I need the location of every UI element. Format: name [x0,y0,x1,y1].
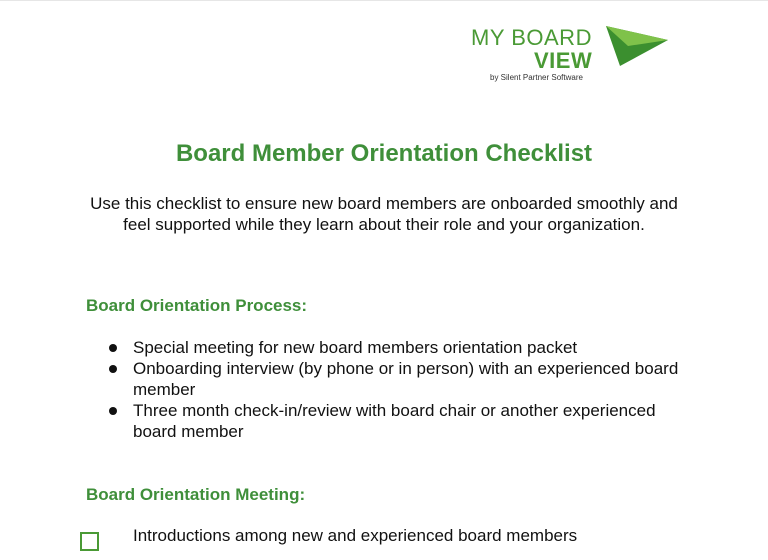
section-heading-process: Board Orientation Process: [86,296,308,315]
page-top-border [0,0,768,1]
list-item-text: Onboarding interview (by phone or in person) with an experienced board member [133,359,679,399]
checklist-item-label: Introductions among new and experienced board members [133,526,578,545]
my-board-view-logo [466,22,676,84]
list-item [105,400,695,442]
section-heading-meeting: Board Orientation Meeting: [86,485,306,504]
list-item [105,337,695,358]
document-title: Board Member Orientation Checklist [175,140,593,167]
list-item [105,358,695,400]
bullet-icon [109,344,117,352]
list-item-text: Special meeting for new board members orientation packet [133,338,578,357]
logo-arrow-icon [606,26,668,68]
logo-tagline: by Silent Partner Software [490,73,583,82]
document-intro: Use this checklist to ensure new board members are onboarded smoothly and feel supported while they learn about their role and your organization. [90,194,678,234]
list-item-text: Three month check-in/review with board chair or another experienced board member [133,401,656,441]
logo-text-line1: MY BOARD [471,25,592,50]
process-bullet-list [105,337,695,442]
bullet-icon [109,365,117,373]
checklist-row [78,526,698,556]
bullet-icon [109,407,117,415]
logo-text-line2: VIEW [534,48,593,73]
checkbox-icon[interactable] [80,532,99,551]
